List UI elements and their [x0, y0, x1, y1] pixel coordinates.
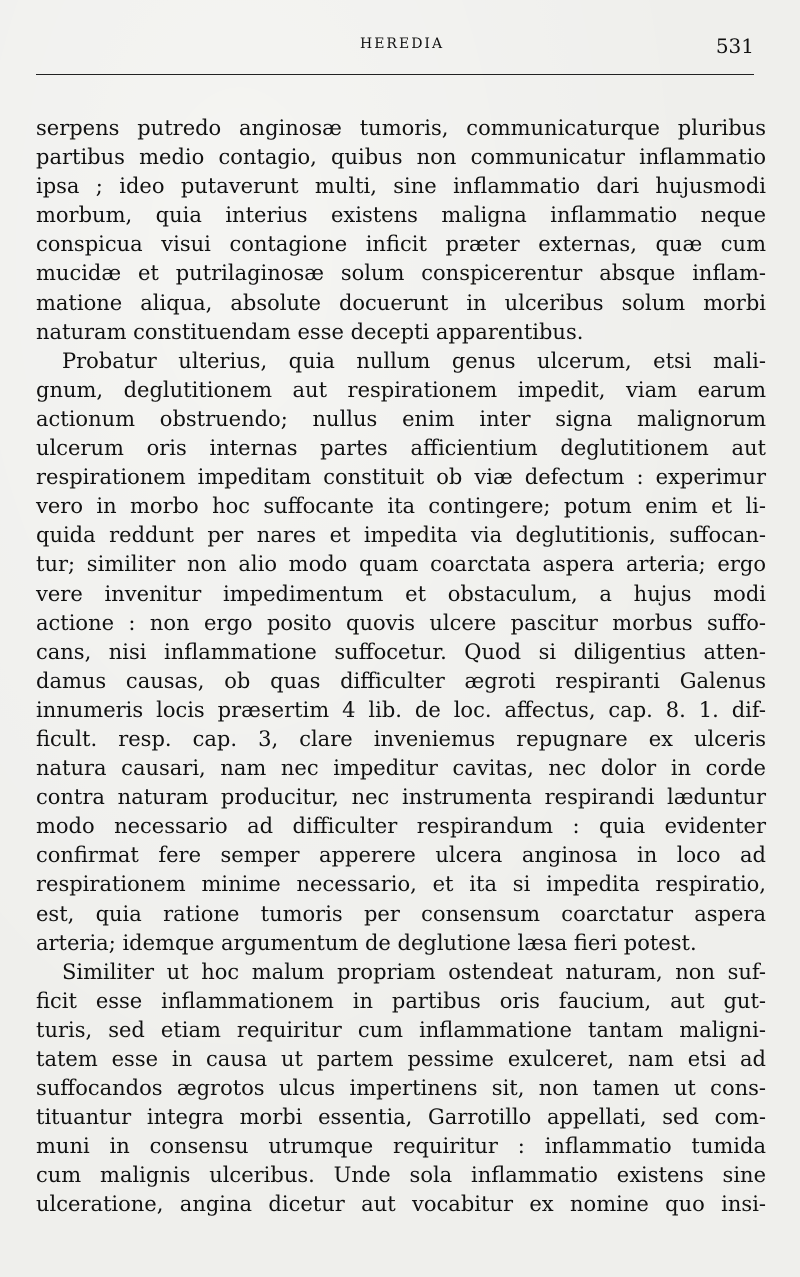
text-line: confirmat fere semper apperere ulcera anginosa in loco ad — [36, 843, 766, 868]
text-line: est, quia ratione tumoris per consensum coarctatur aspera — [36, 901, 766, 926]
text-line: matione aliqua, absolute docuerunt in ulceribus solum morbi — [36, 290, 766, 315]
text-line: conspicua visui contagione inficit præter externas, quæ cum — [36, 232, 766, 257]
text-line: arteria; idemque argumentum de deglutione læsa fieri potest. — [36, 930, 697, 955]
text-line: turis, sed etiam requiritur cum inflammatione tantam maligni- — [36, 1017, 766, 1042]
text-line: gnum, deglutitionem aut respirationem impedit, viam earum — [36, 377, 766, 402]
page-number: 531 — [715, 34, 754, 58]
text-line: natura causari, nam nec impeditur cavitas, nec dolor in corde — [36, 756, 766, 781]
header-rule — [36, 74, 754, 75]
text-line: respirationem minime necessario, et ita si impedita respiratio, — [36, 872, 766, 897]
text-line: quida reddunt per nares et impedita via deglutitionis, suffocan- — [36, 523, 766, 548]
text-line: vere invenitur impedimentum et obstaculum, a hujus modi — [36, 581, 766, 606]
text-line: Probatur ulterius, quia nullum genus ulcerum, etsi mali- — [62, 348, 766, 373]
text-line: ulcerum oris internas partes afficientium deglutitionem aut — [36, 436, 766, 461]
text-line: muni in consensu utrumque requiritur : inflammatio tumida — [36, 1134, 766, 1159]
text-line: partibus medio contagio, quibus non communicatur inflammatio — [36, 145, 766, 170]
running-head — [36, 34, 756, 58]
text-line: modo necessario ad difficulter respirandum : quia evidenter — [36, 814, 766, 839]
text-line: actione : non ergo posito quovis ulcere pascitur morbus suffo- — [36, 610, 766, 635]
text-line: actionum obstruendo; nullus enim inter signa malignorum — [36, 406, 766, 431]
text-line: serpens putredo anginosæ tumoris, communicaturque pluribus — [36, 116, 766, 140]
text-line: vero in morbo hoc suffocante ita contingere; potum enim et li- — [36, 494, 766, 519]
paragraph-2 — [36, 347, 766, 958]
text-line: ipsa ; ideo putaverunt multi, sine inflammatio dari hujusmodi — [36, 174, 766, 199]
text-line: tatem esse in causa ut partem pessime exulceret, nam etsi ad — [36, 1047, 766, 1071]
paragraph-3 — [36, 958, 766, 1220]
text-line: damus causas, ob quas difficulter ægroti respiranti Galenus — [36, 668, 766, 693]
text-line: ficult. resp. cap. 3, clare inveniemus repugnare ex ulceris — [36, 726, 766, 751]
text-line: tituantur integra morbi essentia, Garrotillo appellati, sed com- — [36, 1105, 766, 1130]
text-line: innumeris locis præsertim 4 lib. de loc. affectus, cap. 8. 1. dif- — [36, 697, 766, 722]
text-line: cum malignis ulceribus. Unde sola inflammatio existens sine — [36, 1163, 766, 1188]
text-line: ficit esse inflammationem in partibus oris faucium, aut gut- — [36, 988, 766, 1013]
paragraph-1 — [36, 114, 766, 347]
text-line: tur; similiter non alio modo quam coarctata aspera arteria; ergo — [36, 552, 766, 577]
text-line: suffocandos ægrotos ulcus impertinens sit, non tamen ut cons- — [36, 1076, 766, 1101]
text-line: mucidæ et putrilaginosæ solum conspicerentur absque inflam- — [36, 261, 766, 286]
text-line: ulceratione, angina dicetur aut vocabitur ex nomine quo insi- — [36, 1192, 766, 1217]
text-line: contra naturam producitur, nec instrumenta respirandi læduntur — [36, 785, 766, 810]
text-line: Similiter ut hoc malum propriam ostendeat naturam, non suf- — [62, 959, 766, 984]
text-line: respirationem impeditam constituit ob viæ defectum : experimur — [36, 465, 766, 490]
text-line: cans, nisi inflammatione suffocetur. Quod si diligentius atten- — [36, 639, 766, 664]
body-text — [36, 114, 766, 1220]
text-line: naturam constituendam esse decepti apparentibus. — [36, 319, 584, 344]
text-line: morbum, quia interius existens maligna inflammatio neque — [36, 203, 766, 228]
running-title: HEREDIA — [360, 36, 445, 52]
